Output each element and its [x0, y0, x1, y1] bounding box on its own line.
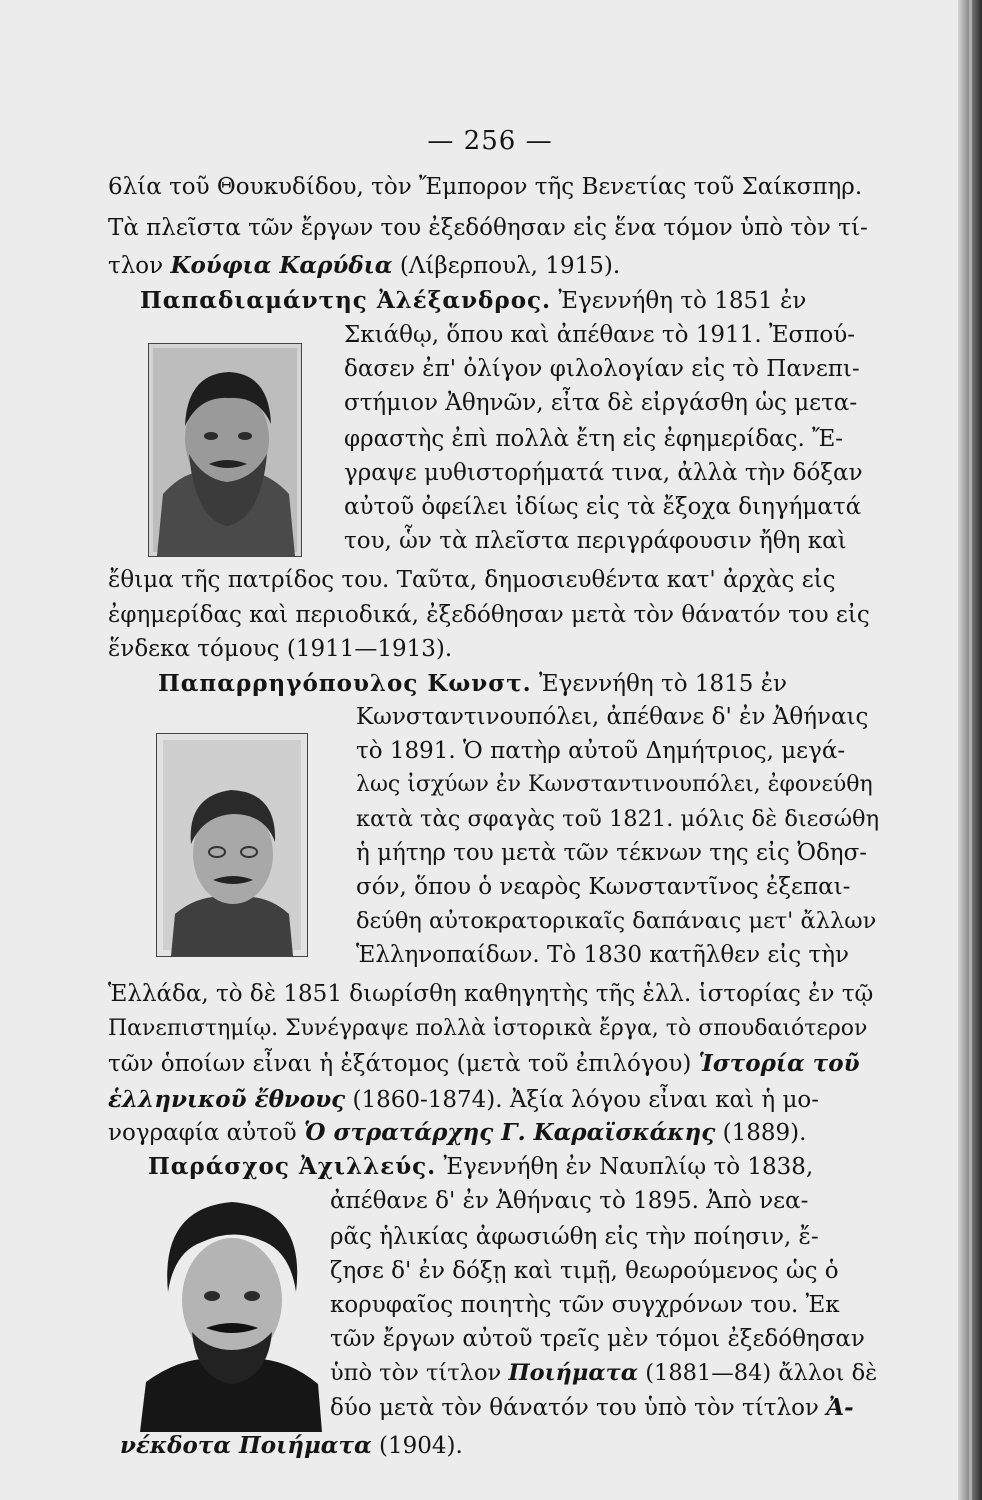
text-line: φραστὴς ἐπὶ πολλὰ ἔτη εἰς ἐφημερίδας. Ἔ-	[344, 426, 844, 452]
entry-heading-paraschos: Παράσχος Ἀχιλλεύς. Ἐγεννήθη ἐν Ναυπλίῳ τὸ 1838,	[148, 1153, 814, 1180]
page-edge-line	[969, 0, 972, 1500]
text-line: 6λία τοῦ Θουκυδίδου, τὸν Ἔμπορον τῆς Βενετίας τοῦ Σαίκσπηρ.	[108, 174, 863, 200]
text-line: τῶν ὁποίων εἶναι ἡ ἑξάτομος (μετὰ τοῦ ἐπιλόγου) Ἱστορία τοῦ	[108, 1050, 860, 1077]
entry-heading-papadiamantis: Παπαδιαμάντης Ἀλέξανδρος. Ἐγεννήθη τὸ 1851 ἐν	[140, 287, 807, 314]
text-line: ρᾶς ἡλικίας ἀφωσιώθη εἰς τὴν ποίησιν, ἔ-	[330, 1224, 819, 1250]
text-line: Πανεπιστημίῳ. Συνέγραψε πολλὰ ἱστορικὰ ἔργα, τὸ σπουδαιότερον	[108, 1016, 868, 1041]
entry-name: Παπαδιαμάντης Ἀλέξανδρος.	[140, 287, 552, 314]
text-line: αὐτοῦ ὀφείλει ἰδίως εἰς τὰ ἔξοχα διηγήματά	[344, 494, 862, 520]
work-title: ἑλληνικοῦ ἔθνους	[108, 1086, 346, 1113]
work-title: Ἱστορία τοῦ	[698, 1050, 860, 1077]
text-line: τλον Κούφια Καρύδια (Λίβερπουλ, 1915).	[108, 252, 621, 279]
text-line: ἡ μήτηρ του μετὰ τῶν τέκνων της εἰς Ὀδησ-	[356, 840, 868, 866]
text-line: Σκιάθῳ, ὅπου καὶ ἀπέθανε τὸ 1911. Ἐσπού-	[344, 322, 855, 348]
text-line: ζησε δ' ἐν δόξῃ καὶ τιμῇ, θεωρούμενος ὡς ὁ	[330, 1258, 839, 1284]
text-line: Κωνσταντινουπόλει, ἀπέθανε δ' ἐν Ἀθήναις	[356, 704, 869, 730]
work-title: Ἀ-	[826, 1394, 854, 1421]
text-line: τῶν ἔργων αὐτοῦ τρεῖς μὲν τόμοι ἐξεδόθησαν	[330, 1326, 865, 1352]
text-line: ἕνδεκα τόμους (1911—1913).	[108, 636, 453, 662]
entry-name: Παπαρρηγόπουλος Κωνστ.	[158, 670, 532, 697]
portrait-papadiamantis	[148, 343, 302, 557]
entry-heading-paparrigopoulos: Παπαρρηγόπουλος Κωνστ. Ἐγεννήθη τὸ 1815 ἐν	[158, 670, 788, 697]
text-line: τὸ 1891. Ὁ πατὴρ αὐτοῦ Δημήτριος, μεγά-	[356, 738, 846, 764]
work-title: Κούφια Καρύδια	[170, 252, 393, 279]
text-line: νέκδοτα Ποιήματα (1904).	[120, 1432, 463, 1459]
text-line: λως ἰσχύων ἐν Κωνσταντινουπόλει, ἐφονεύθη	[356, 772, 873, 797]
entry-name: Παράσχος Ἀχιλλεύς.	[148, 1153, 437, 1180]
text-line: δύο μετὰ τὸν θάνατόν του ὑπὸ τὸν τίτλον Ἀ-	[330, 1394, 854, 1421]
text-line: ἑλληνικοῦ ἔθνους (1860-1874). Ἀξία λόγου εἶναι καὶ ἡ μο-	[108, 1086, 820, 1113]
page-number: — 256 —	[427, 126, 553, 156]
text-line: δεύθη αὐτοκρατορικαῖς δαπάναις μετ' ἄλλων	[356, 908, 877, 934]
text-line: Τὰ πλεῖστα τῶν ἔργων του ἐξεδόθησαν εἰς ἕνα τόμον ὑπὸ τὸν τί-	[108, 215, 868, 241]
portrait-paraschos	[140, 1192, 322, 1432]
work-title: Ὁ στρατάρχης Γ. Καραϊσκάκης	[303, 1119, 716, 1146]
text-line: σόν, ὅπου ὁ νεαρὸς Κωνσταντῖνος ἐξεπαι-	[356, 874, 851, 900]
text-line: Ἑλλάδα, τὸ δὲ 1851 διωρίσθη καθηγητὴς τῆς ἑλλ. ἱστορίας ἐν τῷ	[108, 981, 874, 1007]
text-line: γραψε μυθιστορήματά τινα, ἀλλὰ τὴν δόξαν	[344, 460, 863, 486]
text-line: ἐφημερίδας καὶ περιοδικά, ἐξεδόθησαν μετὰ τὸν θάνατόν του εἰς	[108, 602, 870, 628]
text-line: του, ὧν τὰ πλεῖστα περιγράφουσιν ἤθη καὶ	[344, 528, 847, 554]
text-line: δασεν ἐπ' ὀλίγον φιλολογίαν εἰς τὸ Πανεπι-	[344, 356, 860, 382]
text-line: κατὰ τὰς σφαγὰς τοῦ 1821. μόλις δὲ διεσώθη	[356, 806, 880, 832]
text-line: ὑπὸ τὸν τίτλον Ποιήματα (1881—84) ἄλλοι δὲ	[330, 1360, 878, 1386]
work-title: νέκδοτα Ποιήματα	[120, 1432, 372, 1459]
text-line: Ἑλληνοπαίδων. Τὸ 1830 κατῆλθεν εἰς τὴν	[356, 942, 849, 968]
text-line: στήμιον Ἀθηνῶν, εἶτα δὲ εἰργάσθη ὡς μετα-	[344, 390, 858, 416]
text-line: κορυφαῖος ποιητὴς τῶν συγχρόνων του. Ἐκ	[330, 1292, 840, 1318]
portrait-paparrigopoulos	[156, 733, 308, 957]
text-line: ἔθιμα τῆς πατρίδος του. Ταῦτα, δημοσιευθέντα κατ' ἀρχὰς εἰς	[108, 567, 836, 593]
text-line: ἀπέθανε δ' ἐν Ἀθήναις τὸ 1895. Ἀπὸ νεα-	[330, 1188, 809, 1214]
text-line: νογραφία αὐτοῦ Ὁ στρατάρχης Γ. Καραϊσκάκης (1889).	[108, 1119, 807, 1146]
work-title: Ποιήματα	[508, 1360, 639, 1386]
